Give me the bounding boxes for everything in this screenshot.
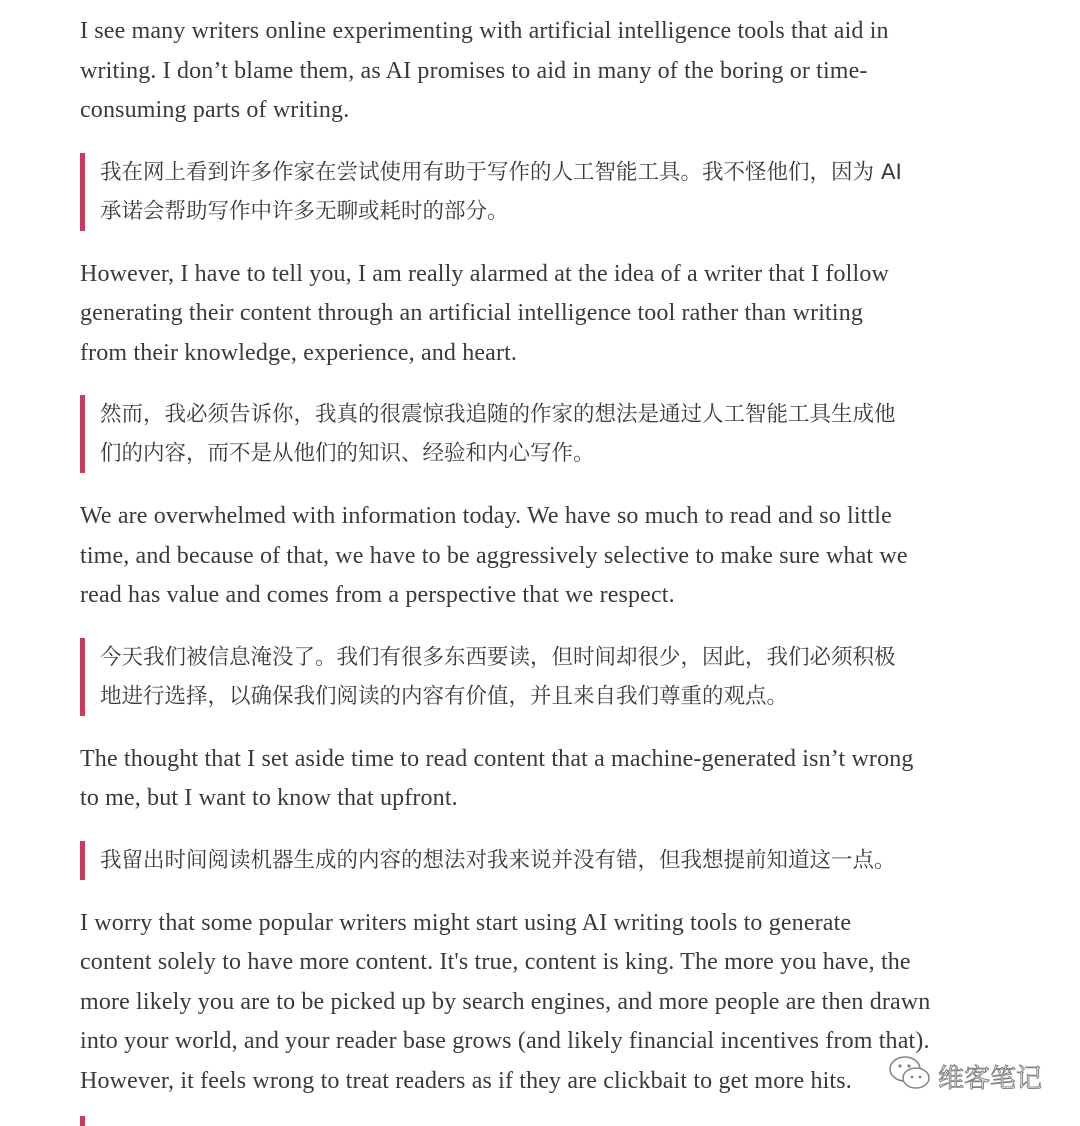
translation-blockquote bbox=[80, 638, 1040, 716]
text-line: more likely you are to be picked up by search engines, and more people are then drawn bbox=[80, 988, 931, 1015]
text-line: However, it feels wrong to treat readers as if they are clickbait to get more hits. bbox=[80, 1067, 852, 1094]
watermark bbox=[888, 1054, 1042, 1099]
watermark-text: 维客笔记 bbox=[938, 1064, 1043, 1094]
paragraph bbox=[80, 255, 1040, 374]
translation-blockquote bbox=[80, 841, 1040, 880]
text-line: 们的内容，而不是从他们的知识、经验和内心写作。 bbox=[100, 441, 595, 466]
text-line: 我留出时间阅读机器生成的内容的想法对我来说并没有错，但我想提前知道这一点。 bbox=[100, 847, 896, 873]
translation-blockquote bbox=[80, 153, 1040, 231]
text-line: content solely to have more content. It's true, content is king. The more you have, the bbox=[80, 949, 911, 975]
wechat-icon bbox=[888, 1054, 932, 1099]
text-line: 承诺会帮助写作中许多无聊或耗时的部分。 bbox=[100, 198, 509, 224]
translation-blockquote bbox=[80, 395, 1040, 473]
text-line: We are overwhelmed with information today. We have so much to read and so little bbox=[80, 503, 892, 529]
text-line: 我在网上看到许多作家在尝试使用有助于写作的人工智能工具。我不怪他们，因为 AI bbox=[100, 159, 902, 185]
text-line: However, I have to tell you, I am really alarmed at the idea of a writer that I follow bbox=[80, 260, 889, 287]
text-line: generating their content through an artificial intelligence tool rather than writing bbox=[80, 300, 863, 326]
text-line: to me, but I want to know that upfront. bbox=[80, 785, 458, 811]
text-line: 今天我们被信息淹没了。我们有很多东西要读，但时间却很少，因此，我们必须积极 bbox=[100, 644, 896, 670]
text-line: read has value and comes from a perspective that we respect. bbox=[80, 582, 675, 608]
paragraph bbox=[80, 740, 1040, 819]
text-line: 然而，我必须告诉你，我真的很震惊我追随的作家的想法是通过人工智能工具生成他 bbox=[100, 402, 896, 427]
text-line: The thought that I set aside time to read content that a machine-generated isn’t wrong bbox=[80, 745, 914, 772]
text-line: time, and because of that, we have to be aggressively selective to make sure what we bbox=[80, 542, 908, 569]
paragraph bbox=[80, 12, 1040, 131]
text-line: I worry that some popular writers might start using AI writing tools to generate bbox=[80, 909, 852, 936]
article-body bbox=[80, 12, 1043, 1123]
text-line: into your world, and your reader base grows (and likely financial incentives from that). bbox=[80, 1028, 930, 1054]
text-line: 地进行选择，以确保我们阅读的内容有价值，并且来自我们尊重的观点。 bbox=[100, 683, 789, 709]
quote-bar bbox=[80, 1116, 85, 1126]
text-line: consuming parts of writing. bbox=[80, 97, 350, 123]
text-line: from their knowledge, experience, and heart. bbox=[80, 339, 518, 366]
paragraph bbox=[80, 497, 1040, 616]
text-line: writing. I don’t blame them, as AI promises to aid in many of the boring or time- bbox=[80, 57, 868, 84]
text-line: I see many writers online experimenting with artificial intelligence tools that aid in bbox=[80, 18, 889, 44]
